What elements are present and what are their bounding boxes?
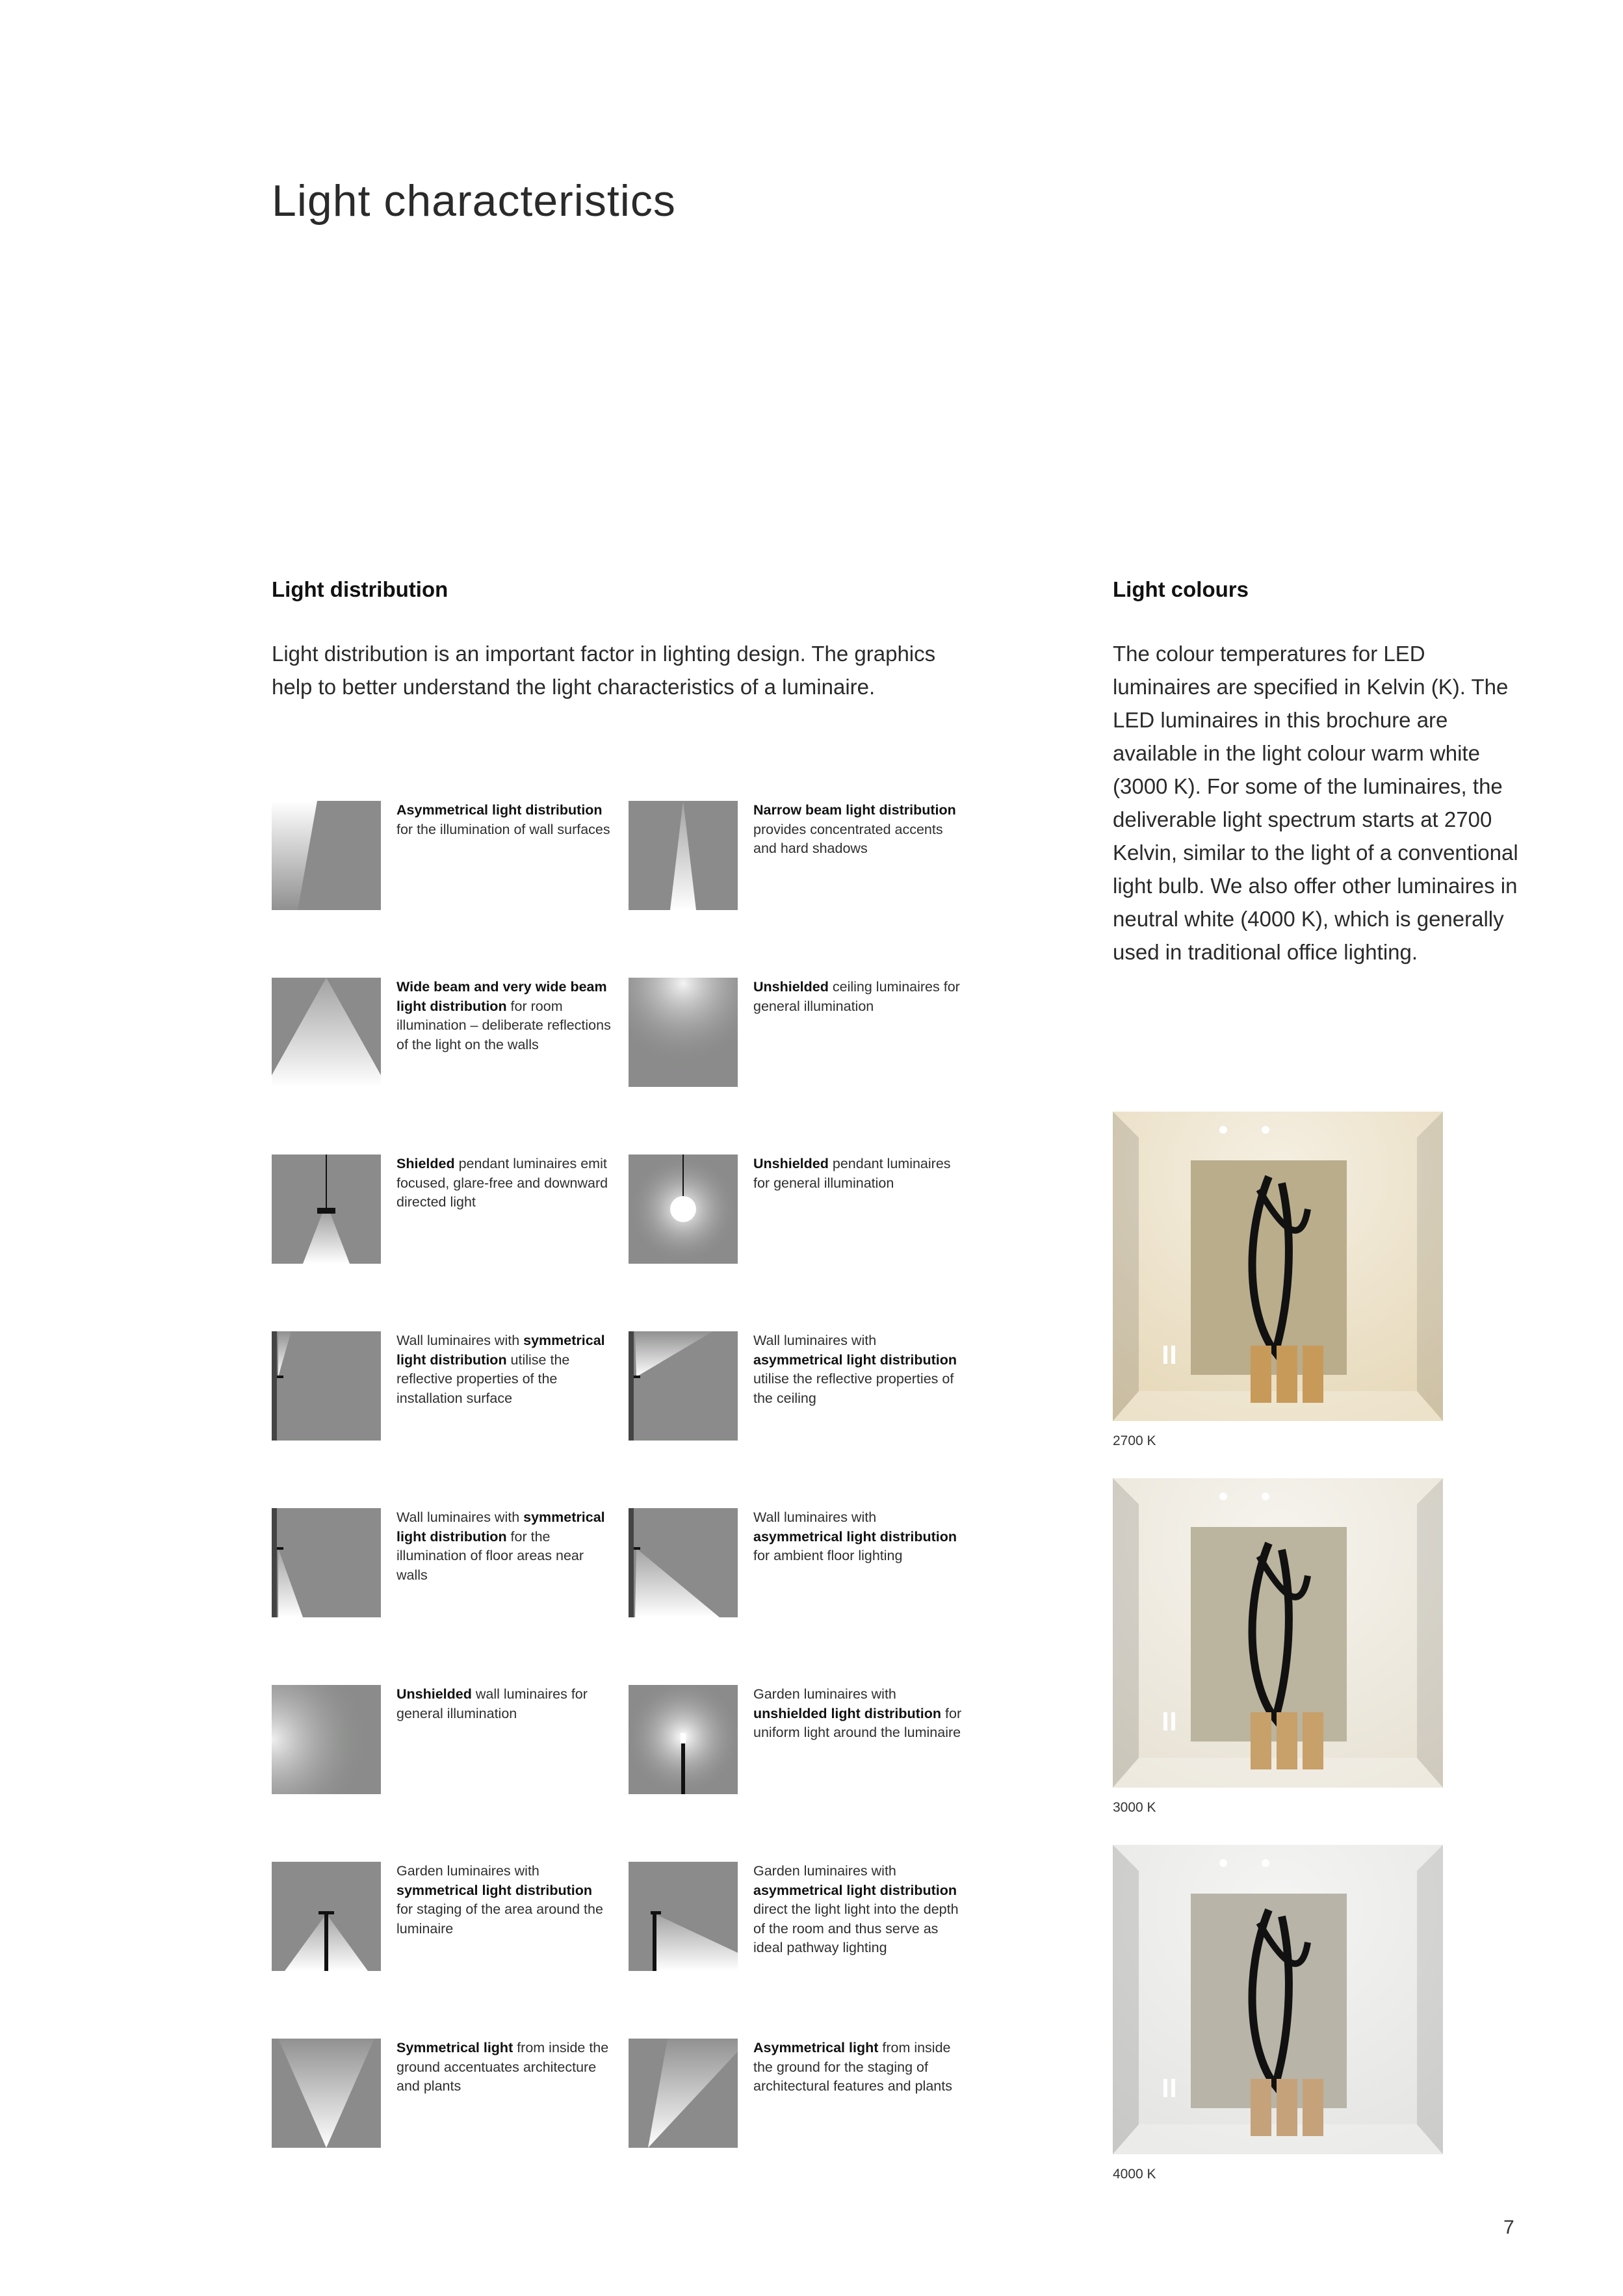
light-colours-heading: Light colours xyxy=(1113,577,1249,601)
garden-asymmetrical-icon xyxy=(629,1862,738,1971)
distribution-desc: Asymmetrical light from inside the ground for the staging of architectural features and plants xyxy=(753,2040,952,2094)
wall-symmetrical-down-icon xyxy=(272,1508,381,1617)
light-distribution-heading: Light distribution xyxy=(272,577,448,601)
narrow-beam-icon xyxy=(629,801,738,910)
distribution-item xyxy=(629,801,967,913)
distribution-item xyxy=(272,801,610,913)
room-photo-3000k xyxy=(1113,1478,1443,1788)
unshielded-wall-icon xyxy=(272,1685,381,1794)
garden-unshielded-icon xyxy=(629,1685,738,1794)
distribution-item xyxy=(272,1508,610,1620)
distribution-item xyxy=(272,2039,610,2150)
wall-asymmetrical-down-icon xyxy=(629,1508,738,1617)
photo-caption: 3000 K xyxy=(1113,1800,1156,1815)
distribution-item xyxy=(272,978,610,1089)
photo-caption: 2700 K xyxy=(1113,1433,1156,1448)
room-photo-2700k xyxy=(1113,1112,1443,1421)
distribution-desc: Wall luminaires with symmetrical light distribution for the illumination of floor areas near walls xyxy=(396,1509,605,1583)
distribution-item xyxy=(629,1685,967,1797)
distribution-desc: Shielded pendant luminaires emit focused, glare-free and downward directed light xyxy=(396,1156,608,1210)
distribution-desc: Wall luminaires with asymmetrical light distribution utilise the reflective properties of the ceiling xyxy=(753,1333,957,1406)
unshielded-ceiling-icon xyxy=(629,978,738,1087)
unshielded-pendant-icon xyxy=(629,1155,738,1264)
inground-symmetrical-icon xyxy=(272,2039,381,2148)
distribution-item xyxy=(629,978,967,1089)
distribution-desc: Symmetrical light from inside the ground accentuates architecture and plants xyxy=(396,2040,609,2094)
light-distribution-intro: Light distribution is an important factor in lighting design. The graphics help to better understand the light characteristics of a luminaire. xyxy=(272,642,936,699)
page-title: Light characteristics xyxy=(272,176,676,226)
wall-symmetrical-up-icon xyxy=(272,1331,381,1441)
distribution-item xyxy=(629,2039,967,2150)
distribution-item xyxy=(272,1155,610,1266)
distribution-desc: Wall luminaires with asymmetrical light distribution for ambient floor lighting xyxy=(753,1509,957,1563)
distribution-item xyxy=(629,1508,967,1620)
distribution-desc: Narrow beam light distribution provides concentrated accents and hard shadows xyxy=(753,802,956,856)
room-photo-4000k xyxy=(1113,1845,1443,2154)
distribution-item xyxy=(272,1685,610,1797)
distribution-item xyxy=(629,1155,967,1266)
distribution-item xyxy=(629,1331,967,1443)
distribution-desc: Wall luminaires with symmetrical light distribution utilise the reflective properties of the installation surface xyxy=(396,1333,605,1406)
distribution-item xyxy=(272,1862,610,1974)
room-illustration xyxy=(1113,1845,1443,2154)
distribution-desc: Unshielded ceiling luminaires for general illumination xyxy=(753,979,960,1014)
inground-asymmetrical-icon xyxy=(629,2039,738,2148)
distribution-desc: Garden luminaires with unshielded light distribution for uniform light around the luminaire xyxy=(753,1686,962,1740)
page-number: 7 xyxy=(1503,2217,1514,2238)
distribution-desc: Unshielded pendant luminaires for general illumination xyxy=(753,1156,951,1191)
room-illustration xyxy=(1113,1112,1443,1421)
distribution-desc: Garden luminaires with asymmetrical light distribution direct the light light into the depth of the room and thus serve as ideal pathway lighting xyxy=(753,1863,959,1955)
light-colours-text: The colour temperatures for LED luminaires are specified in Kelvin (K). The LED luminaires in this brochure are available in the light colour warm white (3000 K). For some of the luminaires, the deliverable light spectrum starts at 2700 Kelvin, similar to the light of a conventional light bulb. We also offer other luminaires in neutral white (4000 K), which is generally used in traditional office lighting. xyxy=(1113,642,1518,964)
distribution-item xyxy=(272,1331,610,1443)
asymmetrical-wall-wash-icon xyxy=(272,801,381,910)
wide-beam-icon xyxy=(272,978,381,1087)
distribution-desc: Garden luminaires with symmetrical light distribution for staging of the area around the luminaire xyxy=(396,1863,603,1937)
distribution-desc: Asymmetrical light distribution for the illumination of wall surfaces xyxy=(396,802,610,837)
wall-asymmetrical-up-icon xyxy=(629,1331,738,1441)
photo-caption: 4000 K xyxy=(1113,2167,1156,2182)
distribution-desc: Unshielded wall luminaires for general illumination xyxy=(396,1686,588,1721)
room-illustration xyxy=(1113,1478,1443,1788)
distribution-desc: Wide beam and very wide beam light distribution for room illumination – deliberate reflections of the light on the walls xyxy=(396,979,611,1052)
distribution-item xyxy=(629,1862,967,1974)
garden-symmetrical-icon xyxy=(272,1862,381,1971)
shielded-pendant-icon xyxy=(272,1155,381,1264)
